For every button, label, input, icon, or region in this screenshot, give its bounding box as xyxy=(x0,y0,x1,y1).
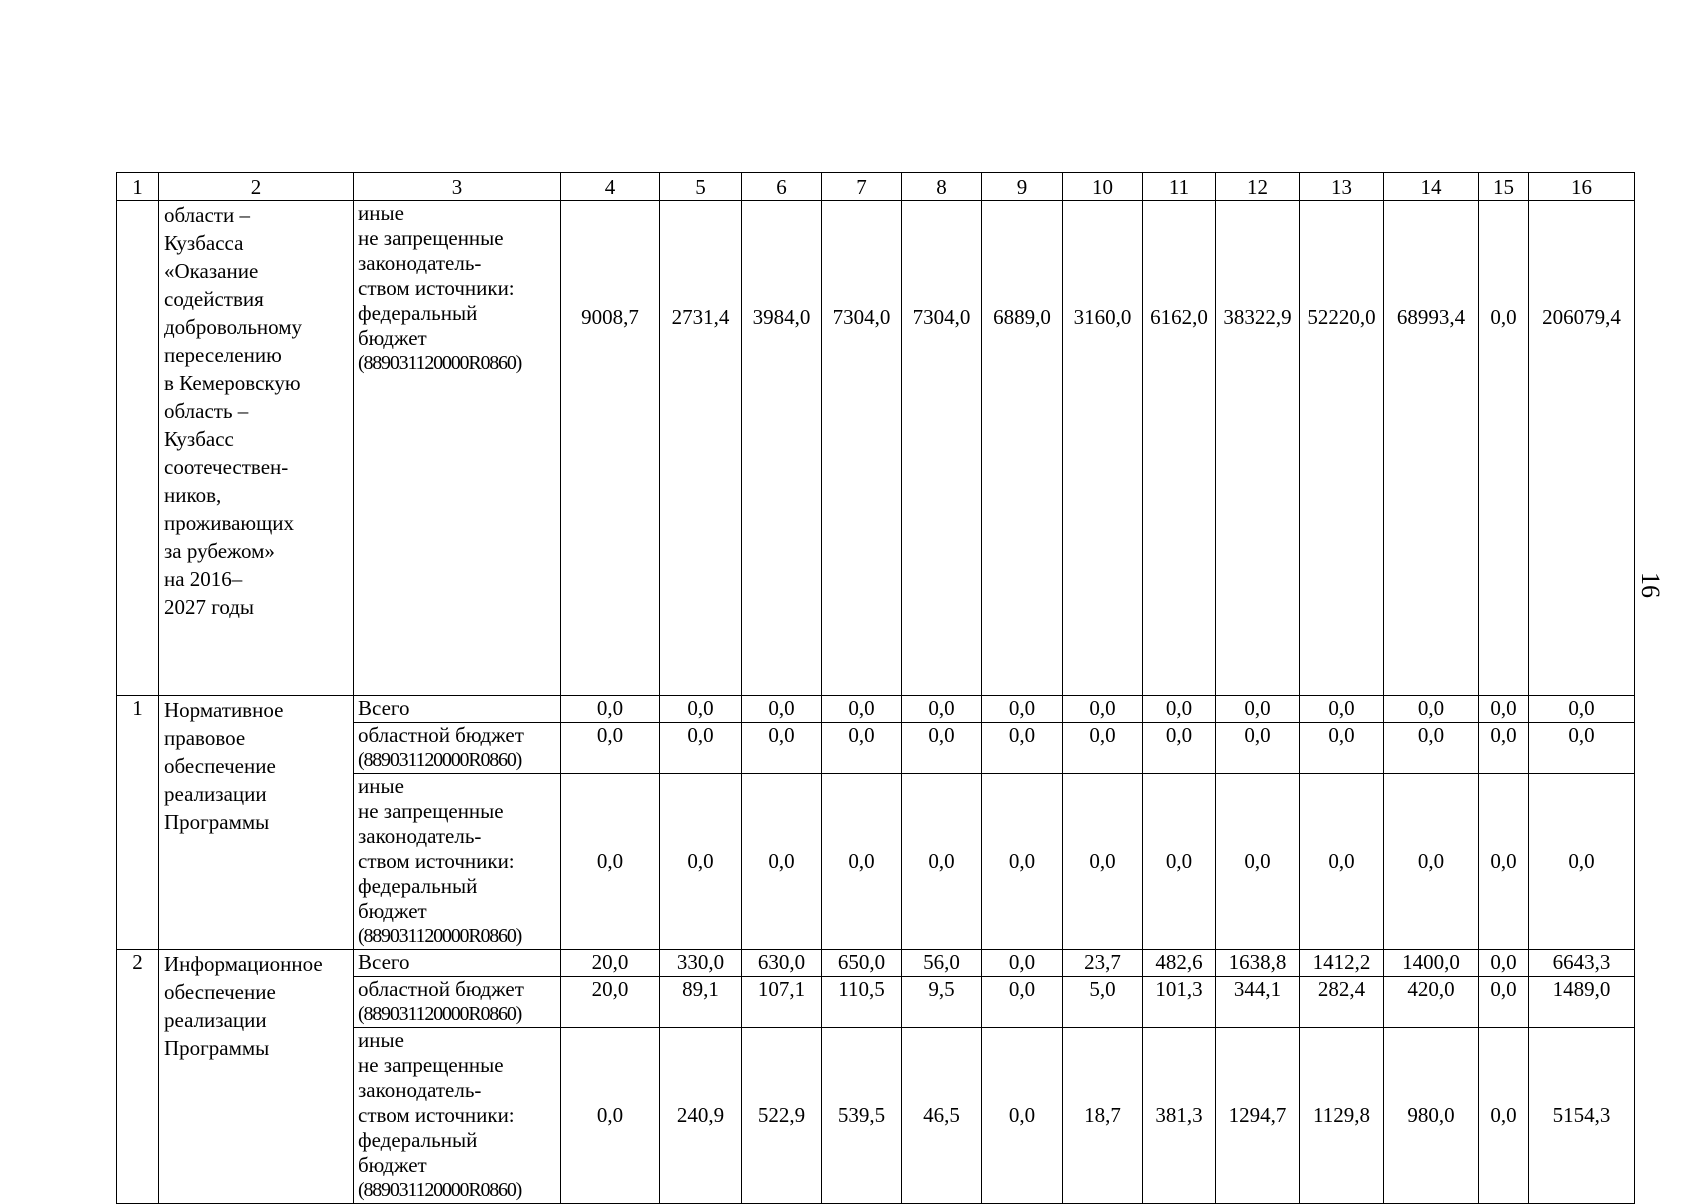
value-cell: 0,0 xyxy=(1063,774,1143,950)
source-cell xyxy=(354,977,561,1028)
text-line: Всего xyxy=(358,696,410,720)
value-cell: 0,0 xyxy=(1479,723,1529,774)
value-cell: 0,0 xyxy=(1143,696,1216,723)
table-row xyxy=(117,950,1635,977)
value-cell: 0,0 xyxy=(982,1028,1063,1204)
budget-table xyxy=(116,172,1635,1204)
value-cell: 7304,0 xyxy=(822,201,902,696)
text-line: законодатель- xyxy=(358,824,482,848)
text-line: Программы xyxy=(164,1036,270,1060)
text-line: ников, xyxy=(164,483,222,507)
value-cell: 630,0 xyxy=(742,950,822,977)
text-line: Программы xyxy=(164,810,270,834)
table-body xyxy=(117,173,1635,1204)
value-cell: 1489,0 xyxy=(1529,977,1635,1028)
index-cell xyxy=(117,201,159,696)
text-line: федеральный xyxy=(358,1128,478,1152)
column-number: 9 xyxy=(982,173,1063,201)
value-cell: 0,0 xyxy=(660,723,742,774)
value-cell: 20,0 xyxy=(561,977,660,1028)
value-cell: 110,5 xyxy=(822,977,902,1028)
value-cell: 0,0 xyxy=(982,696,1063,723)
header-row xyxy=(117,173,1635,201)
value-cell: 0,0 xyxy=(1479,1028,1529,1204)
value-cell: 5154,3 xyxy=(1529,1028,1635,1204)
column-number: 2 xyxy=(159,173,354,201)
text-line: Кузбасс xyxy=(164,427,234,451)
value-cell: 0,0 xyxy=(982,723,1063,774)
value-cell: 0,0 xyxy=(742,696,822,723)
column-number: 13 xyxy=(1300,173,1384,201)
value-cell: 7304,0 xyxy=(902,201,982,696)
value-cell: 0,0 xyxy=(1216,774,1300,950)
value-cell: 980,0 xyxy=(1384,1028,1479,1204)
column-number: 7 xyxy=(822,173,902,201)
value-cell: 0,0 xyxy=(1063,696,1143,723)
value-cell: 0,0 xyxy=(1479,774,1529,950)
value-cell: 0,0 xyxy=(982,774,1063,950)
text-line: Кузбасса xyxy=(164,231,244,255)
value-cell: 0,0 xyxy=(822,774,902,950)
source-cell xyxy=(354,774,561,950)
source-cell xyxy=(354,1028,561,1204)
row-index: 2 xyxy=(117,950,159,1204)
budget-code: (889031120000R0860) xyxy=(358,749,522,771)
value-cell: 482,6 xyxy=(1143,950,1216,977)
column-number: 3 xyxy=(354,173,561,201)
value-cell: 0,0 xyxy=(1384,723,1479,774)
value-cell: 0,0 xyxy=(660,774,742,950)
column-number: 8 xyxy=(902,173,982,201)
value-cell: 107,1 xyxy=(742,977,822,1028)
value-cell: 0,0 xyxy=(1479,201,1529,696)
text-line: бюджет xyxy=(358,899,427,923)
value-cell: 1294,7 xyxy=(1216,1028,1300,1204)
value-cell: 0,0 xyxy=(1300,774,1384,950)
source-cell xyxy=(354,696,561,723)
column-number: 16 xyxy=(1529,173,1635,201)
value-cell: 3984,0 xyxy=(742,201,822,696)
value-cell: 56,0 xyxy=(902,950,982,977)
value-cell: 650,0 xyxy=(822,950,902,977)
value-cell: 0,0 xyxy=(902,774,982,950)
value-cell: 0,0 xyxy=(1479,977,1529,1028)
value-cell: 0,0 xyxy=(1479,696,1529,723)
value-cell: 420,0 xyxy=(1384,977,1479,1028)
value-cell: 0,0 xyxy=(561,774,660,950)
text-line: ством источники: xyxy=(358,1103,515,1127)
value-cell: 0,0 xyxy=(982,977,1063,1028)
value-cell: 89,1 xyxy=(660,977,742,1028)
text-line: в Кемеровскую xyxy=(164,371,301,395)
source-cell xyxy=(354,950,561,977)
value-cell: 18,7 xyxy=(1063,1028,1143,1204)
value-cell: 0,0 xyxy=(822,696,902,723)
value-cell: 0,0 xyxy=(742,723,822,774)
value-cell: 6889,0 xyxy=(982,201,1063,696)
value-cell: 1400,0 xyxy=(1384,950,1479,977)
text-line: не запрещенные xyxy=(358,799,504,823)
text-line: областной бюджет xyxy=(358,723,524,747)
value-cell: 9008,7 xyxy=(561,201,660,696)
text-line: добровольному xyxy=(164,315,303,339)
value-cell: 0,0 xyxy=(1479,950,1529,977)
text-line: за рубежом» xyxy=(164,539,275,563)
value-cell: 0,0 xyxy=(1529,696,1635,723)
text-line: правовое xyxy=(164,726,246,750)
text-line: Всего xyxy=(358,950,410,974)
text-line: иные xyxy=(358,774,404,798)
budget-code: (889031120000R0860) xyxy=(358,1003,522,1025)
value-cell: 52220,0 xyxy=(1300,201,1384,696)
value-cell: 0,0 xyxy=(1529,723,1635,774)
value-cell: 0,0 xyxy=(1143,774,1216,950)
value-cell: 1638,8 xyxy=(1216,950,1300,977)
value-cell: 0,0 xyxy=(561,723,660,774)
budget-code: (889031120000R0860) xyxy=(358,925,522,947)
column-number: 5 xyxy=(660,173,742,201)
text-line: иные xyxy=(358,201,404,225)
value-cell: 0,0 xyxy=(1300,696,1384,723)
activity-name-cell xyxy=(159,950,354,1204)
column-number: 6 xyxy=(742,173,822,201)
text-line: иные xyxy=(358,1028,404,1052)
value-cell: 0,0 xyxy=(1216,696,1300,723)
text-line: федеральный xyxy=(358,874,478,898)
column-number: 11 xyxy=(1143,173,1216,201)
column-number: 10 xyxy=(1063,173,1143,201)
value-cell: 68993,4 xyxy=(1384,201,1479,696)
value-cell: 0,0 xyxy=(561,1028,660,1204)
text-line: «Оказание xyxy=(164,259,259,283)
column-number: 14 xyxy=(1384,173,1479,201)
value-cell: 282,4 xyxy=(1300,977,1384,1028)
value-cell: 0,0 xyxy=(742,774,822,950)
text-line: обеспечение xyxy=(164,980,276,1004)
page-number: 16 xyxy=(1636,572,1665,598)
table-row xyxy=(117,201,1635,696)
text-line: реализации xyxy=(164,782,267,806)
row-index: 1 xyxy=(117,696,159,950)
value-cell: 206079,4 xyxy=(1529,201,1635,696)
budget-code: (889031120000R0860) xyxy=(358,1179,522,1201)
text-line: Нормативное xyxy=(164,698,284,722)
text-line: Информационное xyxy=(164,952,323,976)
table-row xyxy=(117,696,1635,723)
column-number: 1 xyxy=(117,173,159,201)
text-line: областной бюджет xyxy=(358,977,524,1001)
value-cell: 0,0 xyxy=(561,696,660,723)
text-line: область – xyxy=(164,399,249,423)
value-cell: 0,0 xyxy=(1143,723,1216,774)
text-line: законодатель- xyxy=(358,1078,482,1102)
text-line: федеральный xyxy=(358,301,478,325)
value-cell: 23,7 xyxy=(1063,950,1143,977)
text-line: бюджет xyxy=(358,1153,427,1177)
value-cell: 101,3 xyxy=(1143,977,1216,1028)
text-line: законодатель- xyxy=(358,251,482,275)
text-line: 2027 годы xyxy=(164,595,255,619)
value-cell: 3160,0 xyxy=(1063,201,1143,696)
value-cell: 344,1 xyxy=(1216,977,1300,1028)
text-line: ством источники: xyxy=(358,849,515,873)
value-cell: 9,5 xyxy=(902,977,982,1028)
value-cell: 330,0 xyxy=(660,950,742,977)
value-cell: 0,0 xyxy=(902,696,982,723)
value-cell: 46,5 xyxy=(902,1028,982,1204)
value-cell: 0,0 xyxy=(902,723,982,774)
column-number: 15 xyxy=(1479,173,1529,201)
value-cell: 20,0 xyxy=(561,950,660,977)
text-line: области – xyxy=(164,203,250,227)
text-line: не запрещенные xyxy=(358,1053,504,1077)
text-line: ством источники: xyxy=(358,276,515,300)
text-line: содействия xyxy=(164,287,264,311)
text-line: проживающих xyxy=(164,511,295,535)
program-name-cell xyxy=(159,201,354,696)
text-line: обеспечение xyxy=(164,754,276,778)
value-cell: 2731,4 xyxy=(660,201,742,696)
text-line: бюджет xyxy=(358,326,427,350)
column-number: 12 xyxy=(1216,173,1300,201)
value-cell: 6643,3 xyxy=(1529,950,1635,977)
value-cell: 0,0 xyxy=(1529,774,1635,950)
value-cell: 0,0 xyxy=(1384,774,1479,950)
source-cell xyxy=(354,201,561,696)
budget-code: (889031120000R0860) xyxy=(358,352,522,374)
value-cell: 0,0 xyxy=(660,696,742,723)
value-cell: 539,5 xyxy=(822,1028,902,1204)
value-cell: 381,3 xyxy=(1143,1028,1216,1204)
column-number: 4 xyxy=(561,173,660,201)
text-line: соотечествен- xyxy=(164,455,289,479)
source-cell xyxy=(354,723,561,774)
text-line: не запрещенные xyxy=(358,226,504,250)
value-cell: 0,0 xyxy=(1063,723,1143,774)
value-cell: 6162,0 xyxy=(1143,201,1216,696)
value-cell: 0,0 xyxy=(982,950,1063,977)
value-cell: 38322,9 xyxy=(1216,201,1300,696)
value-cell: 522,9 xyxy=(742,1028,822,1204)
activity-name-cell xyxy=(159,696,354,950)
value-cell: 5,0 xyxy=(1063,977,1143,1028)
text-line: реализации xyxy=(164,1008,267,1032)
value-cell: 1412,2 xyxy=(1300,950,1384,977)
text-line: на 2016– xyxy=(164,567,243,591)
value-cell: 1129,8 xyxy=(1300,1028,1384,1204)
value-cell: 0,0 xyxy=(1216,723,1300,774)
value-cell: 240,9 xyxy=(660,1028,742,1204)
value-cell: 0,0 xyxy=(822,723,902,774)
value-cell: 0,0 xyxy=(1300,723,1384,774)
value-cell: 0,0 xyxy=(1384,696,1479,723)
text-line: переселению xyxy=(164,343,282,367)
